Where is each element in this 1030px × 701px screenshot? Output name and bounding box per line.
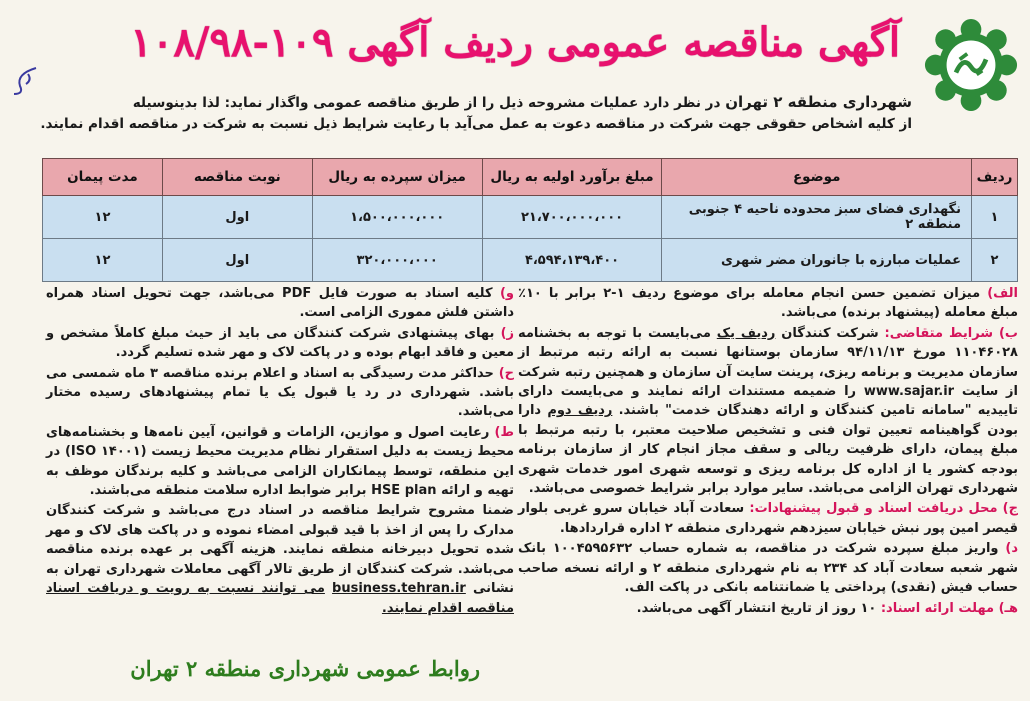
final-tail-text: می توانند نسبت به رویت و دریافت اسناد مناقصه اقدام نمایند.	[46, 581, 514, 616]
clause-b-label: ب) شرایط متقاضی:	[884, 325, 1018, 341]
clause-b-highlight-row2: ردیف دوم	[547, 403, 613, 419]
cell-round: اول	[162, 239, 312, 282]
business-tehran-url-link[interactable]: business.tehran.ir	[332, 581, 466, 597]
cell-deposit: ۳۲۰،۰۰۰،۰۰۰	[312, 239, 482, 282]
clause-b-text3: را ضمیمه مستندات ارائه نمایند و می‌بایست دارای تاییدیه "سامانه تامین کنندگان و ارائه دهندگان خدمت" باشند.	[518, 384, 1018, 419]
clause-t	[46, 423, 514, 501]
tehran-municipality-logo-icon	[924, 18, 1018, 112]
clause-h-label: ح)	[498, 365, 515, 381]
intro-lead: شهرداری منطقه ۲ تهران	[725, 93, 912, 111]
clause-z-text: بهای پیشنهادی شرکت کنندگان می باید از حیث مبلغ کاملاً مشخص و معین و فاقد ابهام بوده و در پاکت لاک و مهر شده تسلیم گردد.	[46, 325, 514, 361]
sajar-url-link[interactable]: www.sajar.ir	[863, 384, 955, 400]
table-header-row	[43, 159, 1018, 196]
header-estimate: مبلغ برآورد اولیه به ریال	[482, 159, 662, 196]
final-notes	[46, 501, 514, 617]
header-subject: موضوع	[662, 159, 972, 196]
clause-c	[518, 499, 1018, 538]
intro-paragraph	[12, 92, 912, 135]
clause-b-text4: دارا بودن گواهینامه تعیین توان فنی و تشخیص صلاحیت معتبر، با رتبه مرتبط با مبلغ پیمان، دارای ظرفیت ریالی و سقف مجاز انجام کار از سازمان برنامه بودجه کشور یا از اداره کل برنامه ریزی و توسعه شهری امور خدمات شهری شهرداری تهران الزامی می‌باشد. سایر موارد برابر شرایط خصوصی می‌باشد.	[518, 403, 1018, 497]
clause-v	[46, 284, 514, 323]
clause-d	[518, 539, 1018, 597]
clause-a-label: الف)	[987, 286, 1018, 301]
public-relations-signature: روابط عمومی شهرداری منطقه ۲ تهران	[130, 656, 480, 681]
clause-b-text2: می‌بایست با توجه به بخشنامه ۱۱۰۴۶۰۲۸ مورخ ۹۴/۱۱/۱۳ سازمان بوستانها نسبت به ارائه رتبه مرتبط از سازمان مدیریت و برنامه ریزی، پرینت سایت آن سازمان و همچنین رتبه شرکت از سایت	[518, 325, 1019, 400]
clause-z-label: ز)	[500, 325, 514, 341]
clause-a	[518, 284, 1018, 323]
cell-deposit: ۱،۵۰۰،۰۰۰،۰۰۰	[312, 196, 482, 239]
clause-d-text: واریز مبلغ سپرده شرکت در مناقصه، به شماره حساب ۱۰۰۴۵۹۵۶۳۲ بانک شهر شعبه سعادت آباد کد ۲۳۴ به نام شهرداری منطقه ۲ و ارائه نسخه صاحب حساب فیش (نقدی) پرداختی یا ضمانتنامه بانکی در پاکت الف.	[518, 541, 1018, 596]
cell-subject: عملیات مبارزه با جانوران مضر شهری	[662, 239, 972, 282]
table-row	[43, 196, 1018, 239]
header-deposit: میزان سپرده به ریال	[312, 159, 482, 196]
clause-t-text: رعایت اصول و موازین، الزامات و قوانین، آیین نامه‌ها و بخشنامه‌های محیط زیست به دلیل استقرار نظام مدیریت محیط زیست (ISO ۱۴۰۰۱) در این منطقه، توسط پیمانکاران الزامی می‌باشد و کلیه برندگان موظف به تهیه و ارائه HSE plan برابر ضوابط اداره سلامت منطقه می‌باشند.	[46, 424, 514, 499]
conditions-right-column	[518, 284, 1018, 619]
final-text: ضمنا مشروح شرایط مناقصه در اسناد درج می‌باشد و شرکت کنندگان مدارک را پس از اخذ با قید قبولی امضاء نموده و در پاکت های لاک و مهر شده تحویل دبیرخانه منطقه نمایند.	[46, 503, 514, 558]
conditions-left-column	[46, 284, 514, 619]
clause-b-text1: شرکت کنندگان	[775, 325, 885, 341]
cell-subject: نگهداری فضای سبز محدوده ناحیه ۴ جنوبی منطقه ۲	[662, 196, 972, 239]
clause-v-text: کلیه اسناد به صورت فایل PDF می‌باشد، جهت تحویل اسناد همراه داشتن فلش مموری الزامی است.	[46, 286, 514, 321]
clause-b-highlight-row1: ردیف یک	[716, 325, 776, 341]
intro-rest: در نظر دارد عملیات مشروحه ذیل را از طریق مناقصه عمومی واگذار نماید: لذا بدینوسیله	[132, 95, 726, 111]
header-round: نوبت مناقصه	[162, 159, 312, 196]
intro-line2: از کلیه اشخاص حقوقی جهت شرکت در مناقصه دعوت به عمل می‌آید با رعایت شرایط ذیل نسبت به شرکت در مناقصه اقدام نمایند.	[40, 116, 912, 132]
clause-h	[46, 364, 514, 422]
header-row-number: ردیف	[972, 159, 1018, 196]
clause-d-label: د)	[1005, 541, 1018, 557]
clause-c-text: سعادت آباد خیابان سرو غربی بلوار قیصر امین پور نبش خیابان سیزدهم شهرداری منطقه ۲ اداره قراردادها.	[518, 501, 1018, 536]
notice-title: آگهی مناقصه عمومی ردیف آگهی ۱۰۹-۱۰۸/۹۸	[130, 19, 900, 66]
clause-a-text: میزان تضمین حسن انجام معامله برای موضوع ردیف ۱-۲ برابر با ۱۰٪ مبلغ معامله (پیشنهاد برنده) می‌باشد.	[518, 286, 1018, 321]
clause-t-label: ط)	[494, 424, 514, 440]
cell-row-number: ۲	[972, 239, 1018, 282]
clause-e-label: هـ) مهلت ارائه اسناد:	[880, 600, 1018, 616]
cell-row-number: ۱	[972, 196, 1018, 239]
cell-duration: ۱۲	[43, 196, 163, 239]
cell-duration: ۱۲	[43, 239, 163, 282]
header-duration: مدت پیمان	[43, 159, 163, 196]
cell-estimate: ۲۱،۷۰۰،۰۰۰،۰۰۰	[482, 196, 662, 239]
tender-table	[42, 158, 1018, 282]
clause-c-label: ج) محل دریافت اسناد و قبول پیشنهادات:	[749, 501, 1018, 517]
cell-round: اول	[162, 196, 312, 239]
cell-estimate: ۴،۵۹۴،۱۳۹،۴۰۰	[482, 239, 662, 282]
clause-e	[518, 599, 1018, 618]
clause-v-label: و)	[499, 286, 514, 301]
clause-z	[46, 324, 514, 363]
table-row	[43, 239, 1018, 282]
clause-b	[518, 324, 1018, 499]
clause-h-text: حداکثر مدت رسیدگی به اسناد و اعلام برنده مناقصه ۳ ماه شمسی می باشد. شهرداری در رد یا قبول یک یا تمام پیشنهادهای رسیده مختار می‌باشد.	[46, 365, 514, 420]
final-bold-text: هزینه آگهی بر عهده برنده مناقصه می‌باشد. شرکت کنندگان از طریق تالار آگهی معاملات شهرداری تهران به نشانی	[46, 542, 514, 597]
clause-e-text: ۱۰ روز از تاریخ انتشار آگهی می‌باشد.	[636, 600, 881, 616]
